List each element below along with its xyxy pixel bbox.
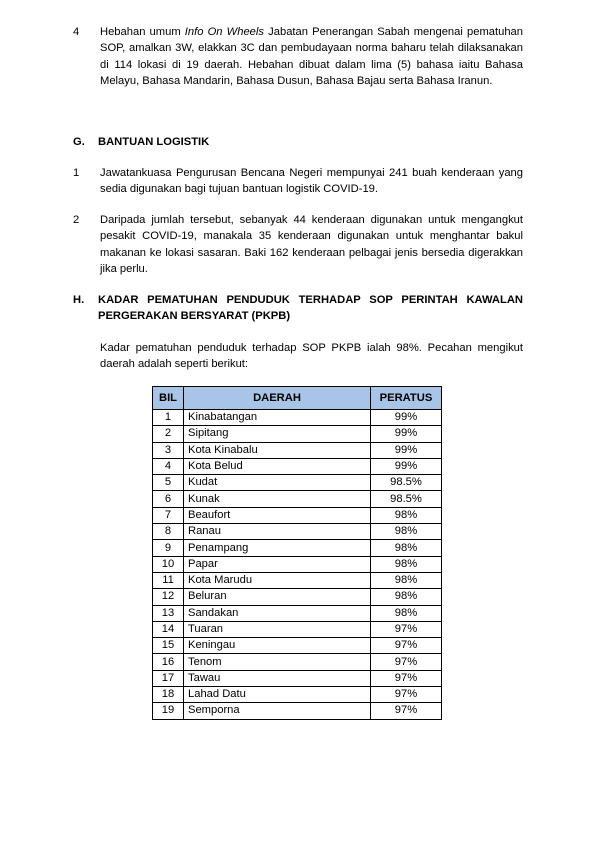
row-bil: 16: [153, 654, 184, 670]
row-peratus: 99%: [371, 458, 442, 474]
row-peratus: 97%: [371, 654, 442, 670]
row-peratus: 97%: [371, 687, 442, 703]
table-row: [153, 556, 442, 572]
header-bil: BIL: [153, 387, 184, 410]
item-text: [100, 24, 523, 89]
table-row: [153, 507, 442, 523]
row-daerah: Tawau: [184, 670, 371, 686]
row-daerah: Papar: [184, 556, 371, 572]
section-letter: H.: [73, 294, 85, 306]
table-row: [153, 458, 442, 474]
table-row: [153, 654, 442, 670]
row-daerah: Sandakan: [184, 605, 371, 621]
row-bil: 3: [153, 442, 184, 458]
table-row: [153, 670, 442, 686]
item-text: Daripada jumlah tersebut, sebanyak 44 kenderaan digunakan untuk mengangkut pesakit COVID-19, manakala 35 kenderaan digunakan untuk menghantar bakul makanan ke lokasi sasaran. Baki 162 kenderaan pelbagai jenis bersedia digerakkan jika perlu.: [100, 214, 523, 275]
row-bil: 2: [153, 426, 184, 442]
table-row: [153, 703, 442, 719]
row-peratus: 98%: [371, 589, 442, 605]
row-daerah: Beluran: [184, 589, 371, 605]
row-peratus: 97%: [371, 621, 442, 637]
row-daerah: Sipitang: [184, 426, 371, 442]
row-peratus: 98%: [371, 572, 442, 588]
row-bil: 8: [153, 524, 184, 540]
table-row: [153, 426, 442, 442]
row-daerah: Tenom: [184, 654, 371, 670]
table-row: [153, 572, 442, 588]
row-bil: 14: [153, 621, 184, 637]
row-peratus: 98%: [371, 540, 442, 556]
item-text: Jawatankuasa Pengurusan Bencana Negeri mempunyai 241 buah kenderaan yang sedia digunakan bagi tujuan bantuan logistik COVID-19.: [100, 167, 523, 196]
table-row: [153, 621, 442, 637]
row-peratus: 99%: [371, 442, 442, 458]
row-bil: 11: [153, 572, 184, 588]
italic-program-name: Info On Wheels: [184, 26, 264, 38]
row-peratus: 98%: [371, 507, 442, 523]
row-bil: 13: [153, 605, 184, 621]
row-daerah: Penampang: [184, 540, 371, 556]
row-daerah: Beaufort: [184, 507, 371, 523]
paragraph-item-g2: [73, 212, 523, 277]
row-peratus: 99%: [371, 426, 442, 442]
row-peratus: 97%: [371, 638, 442, 654]
row-bil: 12: [153, 589, 184, 605]
table-row: [153, 410, 442, 426]
row-peratus: 97%: [371, 703, 442, 719]
row-bil: 19: [153, 703, 184, 719]
row-bil: 15: [153, 638, 184, 654]
row-daerah: Ranau: [184, 524, 371, 540]
table-row: [153, 475, 442, 491]
section-title: KADAR PEMATUHAN PENDUDUK TERHADAP SOP PERINTAH KAWALAN PERGERAKAN BERSYARAT (PKPB): [98, 294, 523, 323]
row-peratus: 98%: [371, 605, 442, 621]
row-peratus: 98.5%: [371, 491, 442, 507]
section-h-intro: Kadar pematuhan penduduk terhadap SOP PKPB ialah 98%. Pecahan mengikut daerah adalah seperti berikut:: [100, 342, 523, 371]
row-daerah: Kudat: [184, 475, 371, 491]
paragraph-item-g1: [73, 165, 523, 198]
table-row: [153, 540, 442, 556]
row-bil: 5: [153, 475, 184, 491]
row-bil: 6: [153, 491, 184, 507]
section-letter: G.: [73, 136, 85, 148]
header-peratus: PERATUS: [371, 387, 442, 410]
row-peratus: 99%: [371, 410, 442, 426]
row-peratus: 97%: [371, 670, 442, 686]
item-number: 2: [73, 214, 80, 226]
section-g-heading: [73, 134, 523, 150]
row-bil: 1: [153, 410, 184, 426]
row-bil: 18: [153, 687, 184, 703]
row-daerah: Kinabatangan: [184, 410, 371, 426]
row-daerah: Semporna: [184, 703, 371, 719]
row-daerah: Keningau: [184, 638, 371, 654]
item-number: 1: [73, 167, 80, 179]
row-bil: 9: [153, 540, 184, 556]
row-bil: 7: [153, 507, 184, 523]
table-row: [153, 491, 442, 507]
table-body: [153, 410, 442, 720]
row-bil: 10: [153, 556, 184, 572]
row-bil: 4: [153, 458, 184, 474]
text-segment: Hebahan umum: [100, 26, 185, 38]
paragraph-item-4: [73, 24, 523, 89]
row-daerah: Kota Marudu: [184, 572, 371, 588]
row-daerah: Kota Kinabalu: [184, 442, 371, 458]
row-bil: 17: [153, 670, 184, 686]
section-h-heading: [73, 292, 523, 325]
section-title: BANTUAN LOGISTIK: [98, 136, 210, 148]
row-peratus: 98.5%: [371, 475, 442, 491]
row-daerah: Tuaran: [184, 621, 371, 637]
compliance-table: [152, 386, 442, 720]
table-row: [153, 589, 442, 605]
row-daerah: Lahad Datu: [184, 687, 371, 703]
item-number: 4: [73, 26, 80, 38]
row-peratus: 98%: [371, 524, 442, 540]
table-row: [153, 442, 442, 458]
table-row: [153, 638, 442, 654]
table-row: [153, 524, 442, 540]
table-header-row: [153, 387, 442, 410]
row-daerah: Kota Belud: [184, 458, 371, 474]
header-daerah: DAERAH: [184, 387, 371, 410]
text-segment: Jabatan Penerangan Sabah mengenai pematuhan SOP, amalkan 3W, elakkan 3C dan pembudayaan norma baharu telah dilaksanakan di 114 lokasi di 19 daerah. Hebahan dibuat dalam lima (5) bahasa iaitu Bahasa Melayu, Bahasa Mandarin, Bahasa Dusun, Bahasa Bajau serta Bahasa Iranun.: [100, 26, 523, 87]
row-daerah: Kunak: [184, 491, 371, 507]
table-row: [153, 687, 442, 703]
table-row: [153, 605, 442, 621]
row-peratus: 98%: [371, 556, 442, 572]
